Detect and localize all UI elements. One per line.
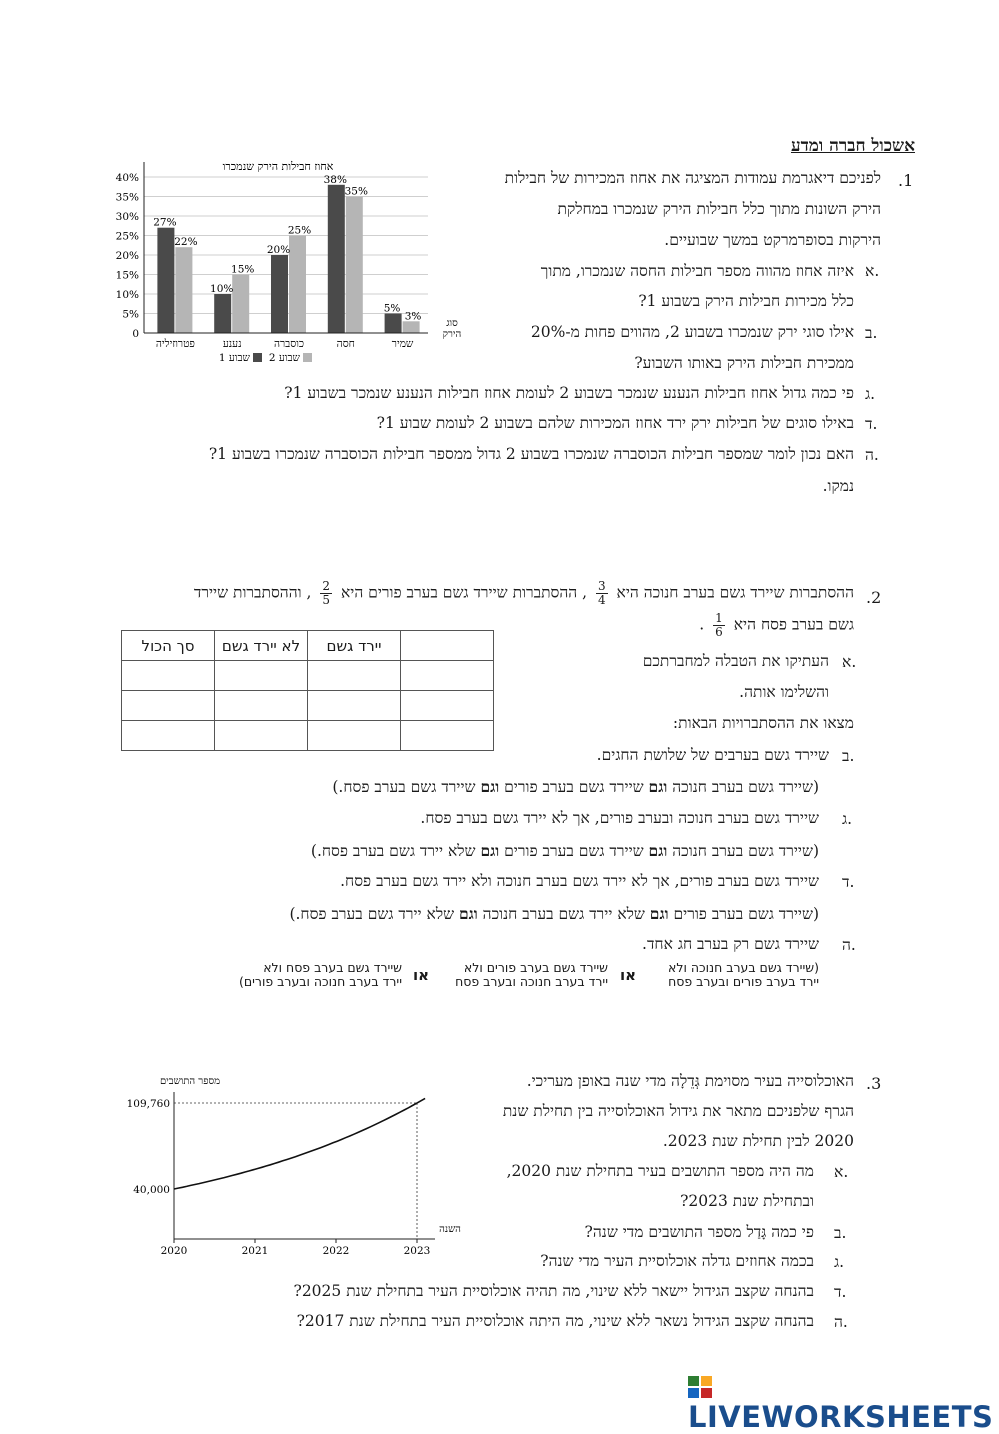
q2-part-b-sub xyxy=(332,777,819,797)
table-cell xyxy=(122,721,215,751)
q2-intro-text-d: גשם בערב פסח היא xyxy=(733,615,854,634)
table-cell xyxy=(215,721,308,751)
q1-part-b-line-2: ממכירת חבילות הירק באותו השבוע? xyxy=(634,354,854,372)
q2-part-d-line: שיירד גשם בערב פורים, אך לא יירד גשם בערב חנוכה ולא יירד גשם בערב פסח. xyxy=(340,872,819,890)
y-tick-label: 15% xyxy=(115,269,139,282)
bar-week1 xyxy=(157,228,174,333)
q3-part-a-line-2: ובתחילת שנת 2023? xyxy=(680,1192,814,1210)
bar-week2 xyxy=(346,197,363,334)
y-tick-label: 40,000 xyxy=(133,1184,170,1196)
bar-data-label: 35% xyxy=(344,185,368,198)
x-tick-label: 2023 xyxy=(403,1245,431,1257)
bar-week1 xyxy=(385,314,402,334)
line-chart-xlabel: השנה xyxy=(439,1224,461,1235)
q1-part-a-line-1: איזה אחוז מהווה מספר חבילות החסה שנמכרו, מתוך xyxy=(540,262,854,280)
q2-option-1 xyxy=(668,961,819,989)
or-label: או xyxy=(620,966,637,984)
table-header-row xyxy=(122,631,494,661)
q2-intro-line-2 xyxy=(699,612,854,639)
question-1-number: .1 xyxy=(898,171,914,190)
question-3-number: .3 xyxy=(866,1074,882,1093)
y-tick-label: 5% xyxy=(122,308,139,321)
sub-text: (שיירד גשם בערב חנוכה xyxy=(667,842,819,860)
table-header-cell: סך הכול xyxy=(122,631,215,661)
q2-intro-text-b: , ההסתברות שיירד גשם בערב פורים היא xyxy=(340,583,588,602)
q2-part-a-letter: א. xyxy=(842,653,857,671)
q2-intro-text-c: , וההסתברות שיירד xyxy=(193,583,312,602)
bar-data-label: 27% xyxy=(153,216,177,229)
xlabel-part: הירק xyxy=(442,329,462,340)
category-label: פטרוזיליה xyxy=(155,338,195,350)
table-row xyxy=(122,721,494,751)
fraction-denominator: 4 xyxy=(597,593,606,607)
legend-label-week2: שבוע 2 xyxy=(268,352,300,364)
q1-intro-line-2: הירק השונות מתוך כלל חבילות הירק שנמכרו במחלקת xyxy=(557,200,881,218)
q3-part-e-line: בהנחה שקצב הגידול נשאר ללא שינוי, מה היתה אוכלוסיית העיר בתחילת שנת 2017? xyxy=(296,1312,814,1330)
q1-part-a-line-2: כלל מכירות חבילות הירק בשבוע 1? xyxy=(638,292,854,310)
category-label: כוסברה xyxy=(273,338,305,350)
bold-and: וגם xyxy=(480,777,500,796)
bar-week1 xyxy=(328,185,345,333)
category-label: שמיר xyxy=(391,338,414,350)
question-2-number: .2 xyxy=(866,588,882,607)
table-cell xyxy=(401,691,494,721)
q1-part-e-line-1: האם נכון לומר שמספר חבילות הכוסברה שנמכרו בשבוע 2 גדול ממספר חבילות הכוסברה שנמכרו בשבוע 1? xyxy=(208,445,854,463)
fraction-numerator: 2 xyxy=(322,579,331,593)
option-line: יירד בערב פורים ובערב פסח xyxy=(668,974,819,989)
q2-part-c-letter: ג. xyxy=(842,810,853,828)
line-chart-ylabel: מספר התושבים xyxy=(159,1076,221,1087)
sub-text: שיירד גשם בערב פורים xyxy=(499,842,649,860)
q1-part-c-letter: ג. xyxy=(865,385,876,403)
q2-part-c-line: שיירד גשם בערב חנוכה ובערב פורים, אך לא יירד גשם בערב פסח. xyxy=(420,809,819,827)
vegetable-sales-bar-chart xyxy=(108,150,468,375)
table-cell xyxy=(401,661,494,691)
option-line: יירד בערב חנוכה ובערב פסח xyxy=(455,974,608,989)
q1-part-a-letter: א. xyxy=(865,262,880,280)
option-line: (שיירד גשם בערב חנוכה ולא xyxy=(668,960,819,975)
q3-part-b-line: פי כמה גָּדַל מספר התושבים מדי שנה? xyxy=(584,1223,814,1241)
fraction-denominator: 5 xyxy=(322,593,331,607)
logo-text: LIVEWORKSHEETS xyxy=(688,1400,994,1434)
q2-intro-line-1 xyxy=(194,580,854,607)
bar-data-label: 10% xyxy=(210,283,234,295)
fraction-passover xyxy=(713,612,725,639)
q2-part-e-line: שיירד גשם רק בערב חג אחד. xyxy=(642,935,819,953)
sub-text: שיירד גשם בערב פסח.) xyxy=(332,778,481,796)
y-tick-label: 10% xyxy=(115,289,139,301)
fraction-purim xyxy=(320,580,332,607)
fraction-numerator: 3 xyxy=(597,579,606,593)
table-header-cell: יירד גשם xyxy=(308,631,401,661)
table-cell xyxy=(401,721,494,751)
bar-week1 xyxy=(271,255,288,333)
or-label: או xyxy=(413,966,430,984)
table-cell xyxy=(215,661,308,691)
q2-intro-text-e: . xyxy=(699,615,705,634)
bold-and: וגם xyxy=(648,777,668,796)
fraction-hanukkah xyxy=(596,580,608,607)
xlabel-part: סוג xyxy=(446,318,458,329)
table-cell xyxy=(308,691,401,721)
fraction-numerator: 1 xyxy=(715,611,723,625)
bar-week2 xyxy=(289,236,306,334)
liveworksheets-logo-mark-icon xyxy=(688,1374,714,1400)
q2-find-label: מצאו את ההסתברויות הבאות: xyxy=(672,714,854,732)
option-line: שיירד גשם בערב פסח ולא xyxy=(263,960,402,975)
q2-option-3 xyxy=(239,961,402,989)
q2-part-b-letter: ב. xyxy=(842,747,855,765)
bar-data-label: 38% xyxy=(323,173,347,186)
bold-and: וגם xyxy=(480,841,500,860)
bar-chart-ylabel: אחוז חבילות הירק שנמכרו xyxy=(222,160,334,173)
table-cell xyxy=(122,691,215,721)
q3-part-d-line: בהנחה שקצב הגידול יישאר ללא שינוי, מה תהיה אוכלוסיית העיר בתחילת שנת 2025? xyxy=(293,1282,814,1300)
bar-week2 xyxy=(232,275,249,334)
population-growth-chart xyxy=(110,1070,480,1260)
q3-part-a-letter: א. xyxy=(834,1163,849,1181)
q2-part-c-sub xyxy=(311,841,819,861)
q1-part-e-line-2: נמקו. xyxy=(822,477,854,495)
q1-part-c-line-1: פי כמה גדול אחוז חבילות הנענע שנמכר בשבוע 2 לעומת אחוז חבילות הנענע שנמכר בשבוע 1? xyxy=(284,384,854,402)
q1-part-d-line-1: באילו סוגים של חבילות ירק ירד אחוז המכירות שלהם בשבוע 2 לעומת שבוע 1? xyxy=(376,414,854,432)
bar-data-label: 25% xyxy=(287,224,312,237)
q3-intro-line-2: הגרף שלפניכם מתאר את גידול האוכלוסייה בין תחילת שנת xyxy=(502,1102,854,1120)
q1-part-b-letter: ב. xyxy=(865,324,878,342)
q1-part-b-line-1: אילו סוגי ירק שנמכרו בשבוע 2, מהווים פחות מ-20% xyxy=(530,323,854,341)
bar-data-label: 15% xyxy=(231,263,255,276)
sub-text: שלא יירד גשם בערב פסח.) xyxy=(289,905,459,923)
liveworksheets-logo xyxy=(688,1374,999,1434)
q3-part-a-line-1: מה היה מספר התושבים בעיר בתחילת שנת 2020, xyxy=(506,1162,814,1180)
q3-part-e-letter: ה. xyxy=(834,1313,848,1331)
q2-part-d-sub xyxy=(289,904,819,924)
bold-and: וגם xyxy=(649,904,669,923)
bar-week2 xyxy=(403,321,420,333)
bar-data-label: 3% xyxy=(404,310,422,323)
page-title: אשכול חברה ומדע xyxy=(790,136,915,156)
category-label: נענע xyxy=(222,338,242,350)
population-curve xyxy=(174,1098,425,1189)
bar-chart-xlabel xyxy=(443,318,462,340)
bold-and: וגם xyxy=(648,841,668,860)
fraction-denominator: 6 xyxy=(715,625,723,639)
sub-text: (שיירד גשם בערב חנוכה xyxy=(667,778,819,796)
sub-text: שלא יירד גשם בערב חנוכה xyxy=(477,905,650,923)
x-tick-label: 2022 xyxy=(322,1245,350,1257)
y-tick-label: 0 xyxy=(132,328,139,340)
bar-data-label: 20% xyxy=(266,244,291,256)
y-tick-label: 109,760 xyxy=(126,1098,170,1110)
x-tick-label: 2021 xyxy=(241,1245,269,1257)
y-tick-label: 40% xyxy=(115,172,139,184)
q2-part-a-line-1: העתיקו את הטבלה למחברתכם xyxy=(642,652,829,670)
table-cell xyxy=(308,661,401,691)
q3-part-c-letter: ג. xyxy=(834,1253,845,1271)
probability-table xyxy=(121,630,494,751)
bar-data-label: 5% xyxy=(383,302,401,315)
q2-part-a-line-2: והשלימו אותה. xyxy=(739,683,829,701)
q2-part-b-line: שיירד גשם בערבים של שלושת החגים. xyxy=(596,746,829,764)
bar-week1 xyxy=(214,294,231,333)
y-tick-label: 25% xyxy=(115,230,139,243)
q1-part-d-letter: ד. xyxy=(865,415,878,433)
table-row xyxy=(122,691,494,721)
sub-text: שיירד גשם בערב פורים xyxy=(499,778,649,796)
q2-option-2 xyxy=(455,961,608,989)
x-tick-label: 2020 xyxy=(160,1245,188,1257)
q1-intro-line-3: הירקות בסופרמרקט במשך שבועיים. xyxy=(664,231,881,249)
option-line: שיירד גשם בערב פורים ולא xyxy=(463,960,608,975)
legend-swatch-week2 xyxy=(303,353,312,362)
q3-part-c-line: בכמה אחוזים גדלה אוכלוסיית העיר מדי שנה? xyxy=(540,1252,814,1270)
table-row xyxy=(122,661,494,691)
legend-label-week1: שבוע 1 xyxy=(218,352,250,364)
q2-part-e-letter: ה. xyxy=(842,936,856,954)
table-cell xyxy=(215,691,308,721)
bar-week2 xyxy=(175,247,192,333)
option-line: יירד בערב חנוכה ובערב פורים) xyxy=(238,974,402,989)
q3-intro-line-1: האוכלוסייה בעיר מסוימת גְּדֵלָה מדי שנה באופן מעריכי. xyxy=(526,1072,854,1090)
q3-part-b-letter: ב. xyxy=(834,1224,847,1242)
table-header-cell: לא יירד גשם xyxy=(215,631,308,661)
q3-intro-line-3: 2020 לבין תחילת שנת 2023. xyxy=(662,1132,854,1150)
table-cell xyxy=(122,661,215,691)
table-cell xyxy=(308,721,401,751)
q2-intro-text-a: ההסתברות שיירד גשם בערב חנוכה היא xyxy=(616,583,854,602)
table-header-cell xyxy=(401,631,494,661)
sub-text: שלא יירד גשם בערב פסח.) xyxy=(310,842,481,860)
y-tick-label: 30% xyxy=(115,211,139,223)
y-tick-label: 20% xyxy=(115,250,139,262)
bar-data-label: 22% xyxy=(174,236,198,249)
q2-part-d-letter: ד. xyxy=(842,873,855,891)
category-label: חסה xyxy=(336,338,355,350)
q3-part-d-letter: ד. xyxy=(834,1283,847,1301)
sub-text: (שיירד גשם בערב פורים xyxy=(668,905,819,923)
legend-swatch-week1 xyxy=(253,353,262,362)
bold-and: וגם xyxy=(458,904,478,923)
q1-part-e-letter: ה. xyxy=(865,446,879,464)
q1-intro-line-1: לפניכם דיאגרמת עמודות המציגה את אחוז המכירות של חבילות xyxy=(504,169,881,187)
y-tick-label: 35% xyxy=(115,191,139,204)
